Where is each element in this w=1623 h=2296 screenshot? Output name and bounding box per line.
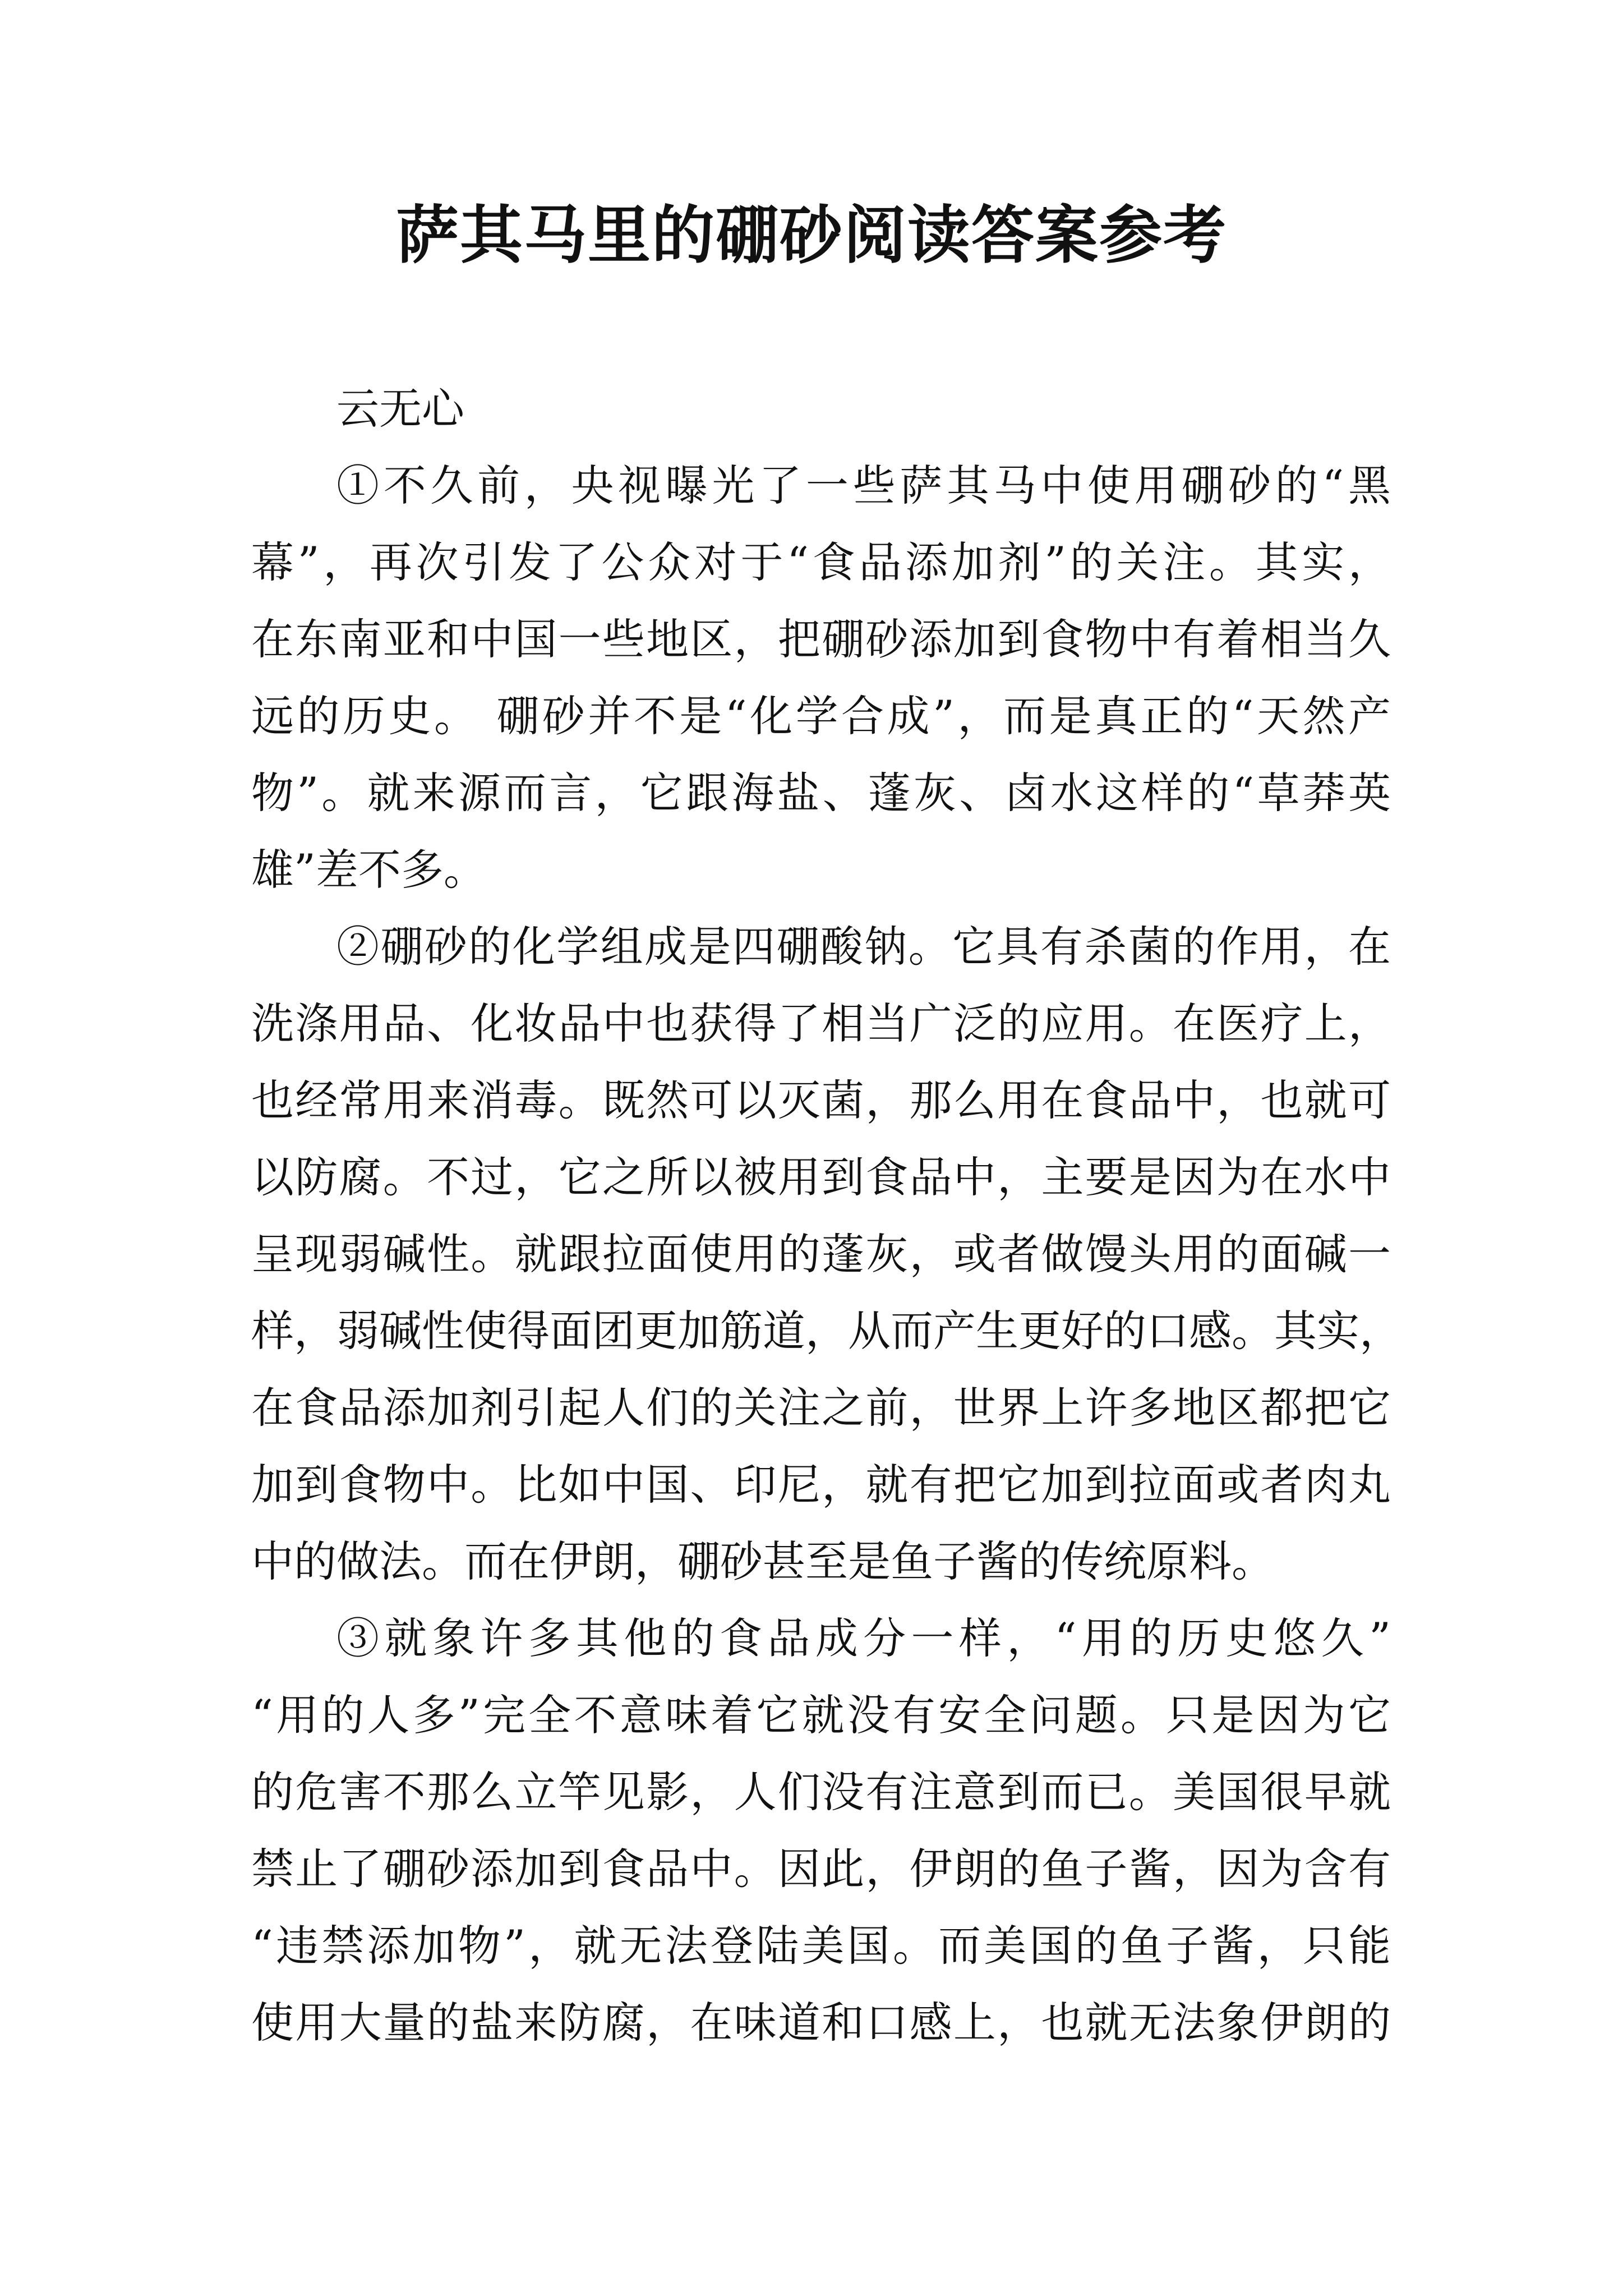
text-line: 中的做法。而在伊朗，硼砂甚至是鱼子酱的传统原料。 — [251, 1536, 1274, 1586]
text-line: 雄”差不多。 — [251, 845, 486, 895]
text-line: 远的历史。 硼砂并不是“化学合成”，而是真正的“天然产 — [251, 691, 1391, 741]
paragraph-2 — [251, 908, 1402, 1600]
text-line: ①不久前，央视曝光了一些萨其马中使用硼砂的“黑 — [336, 461, 1391, 510]
text-line: 在东南亚和中国一些地区，把硼砂添加到食物中有着相当久 — [251, 614, 1391, 664]
text-line: 以防腐。不过，它之所以被用到食品中，主要是因为在水中 — [251, 1152, 1391, 1202]
text-line: “违禁添加物”，就无法登陆美国。而美国的鱼子酱，只能 — [251, 1921, 1391, 1971]
text-line: ②硼砂的化学组成是四硼酸钠。它具有杀菌的作用，在 — [336, 922, 1391, 972]
text-line: 的危害不那么立竿见影，人们没有注意到而已。美国很早就 — [251, 1767, 1391, 1817]
document-title: 萨其马里的硼砂阅读答案参考 — [396, 199, 1227, 272]
article-body — [251, 370, 1402, 2061]
text-line: 加到食物中。比如中国、印尼，就有把它加到拉面或者肉丸 — [251, 1460, 1391, 1510]
text-line: 幕”，再次引发了公众对于“食品添加剂”的关注。其实， — [251, 537, 1391, 587]
text-line: 洗涤用品、化妆品中也获得了相当广泛的应用。在医疗上， — [251, 999, 1391, 1048]
author-name: 云无心 — [336, 384, 464, 434]
paragraph-1 — [251, 447, 1391, 908]
text-line: ③就象许多其他的食品成分一样，“用的历史悠久” — [336, 1613, 1391, 1663]
text-line: 在食品添加剂引起人们的关注之前，世界上许多地区都把它 — [251, 1383, 1391, 1433]
paragraph-3 — [251, 1600, 1391, 2061]
text-line: 样，弱碱性使得面团更加筋道，从而产生更好的口感。其实， — [251, 1306, 1402, 1356]
text-line: 物”。就来源而言，它跟海盐、蓬灰、卤水这样的“草莽英 — [251, 768, 1391, 818]
text-line: 也经常用来消毒。既然可以灭菌，那么用在食品中，也就可 — [251, 1075, 1391, 1125]
text-line: 禁止了硼砂添加到食品中。因此，伊朗的鱼子酱，因为含有 — [251, 1844, 1391, 1894]
text-line: 呈现弱碱性。就跟拉面使用的蓬灰，或者做馒头用的面碱一 — [251, 1229, 1391, 1279]
text-line: 使用大量的盐来防腐，在味道和口感上，也就无法象伊朗的 — [251, 1998, 1391, 2047]
text-line: “用的人多”完全不意味着它就没有安全问题。只是因为它 — [251, 1690, 1391, 1740]
